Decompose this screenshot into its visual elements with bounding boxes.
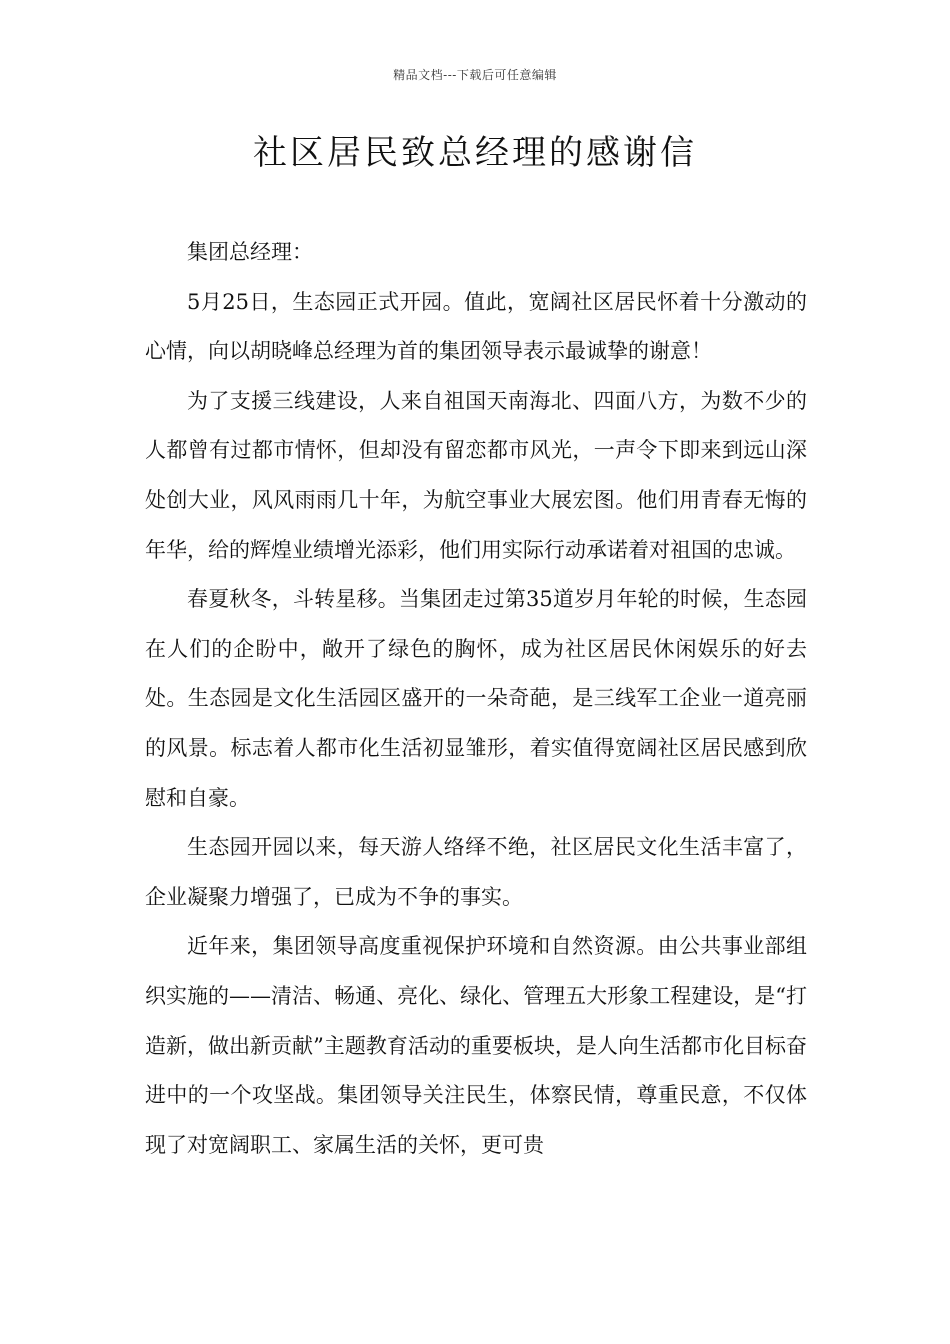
document-title: 社区居民致总经理的感谢信 (253, 133, 697, 173)
paragraph-4: 生态园开园以来，每天游人络绎不绝，社区居民文化生活丰富了，企业凝聚力增强了，已成为不争的事实。 (145, 835, 807, 909)
paragraph-1: 5月25日，生态园正式开园。值此，宽阔社区居民怀着十分激动的心情，向以胡晓峰总经理为首的集团领导表示最诚挚的谢意！ (145, 289, 807, 364)
paragraph-2: 为了支援三线建设，人来自祖国天南海北、四面八方，为数不少的人都曾有过都市情怀，但却没有留恋都市风光，一声令下即来到远山深处创大业，风风雨雨几十年，为航空事业大展宏图。他们用青春无悔的年华，给的辉煌业绩增光添彩，他们用实际行动承诺着对祖国的忠诚。 (145, 388, 807, 562)
salutation: 集团总经理： (187, 240, 313, 264)
paragraph-3: 春夏秋冬，斗转星移。当集团走过第35道岁月年轮的时候，生态园在人们的企盼中，敞开了绿色的胸怀，成为社区居民休闲娱乐的好去处。生态园是文化生活园区盛开的一朵奇葩，是三线军工企业一道亮丽的风景。标志着人都市化生活初显雏形，着实值得宽阔社区居民感到欣慰和自豪。 (145, 587, 807, 810)
letter-body (145, 228, 807, 1170)
header-note: 精品文档---下载后可任意编辑 (393, 68, 557, 82)
paragraph-5: 近年来，集团领导高度重视保护环境和自然资源。由公共事业部组织实施的——清洁、畅通、亮化、绿化、管理五大形象工程建设，是“打造新，做出新贡献”主题教育活动的重要板块，是人向生活都市化目标奋进中的一个攻坚战。集团领导关注民生，体察民情，尊重民意，不仅体现了对宽阔职工、家属生活的关怀，更可贵 (145, 934, 807, 1157)
